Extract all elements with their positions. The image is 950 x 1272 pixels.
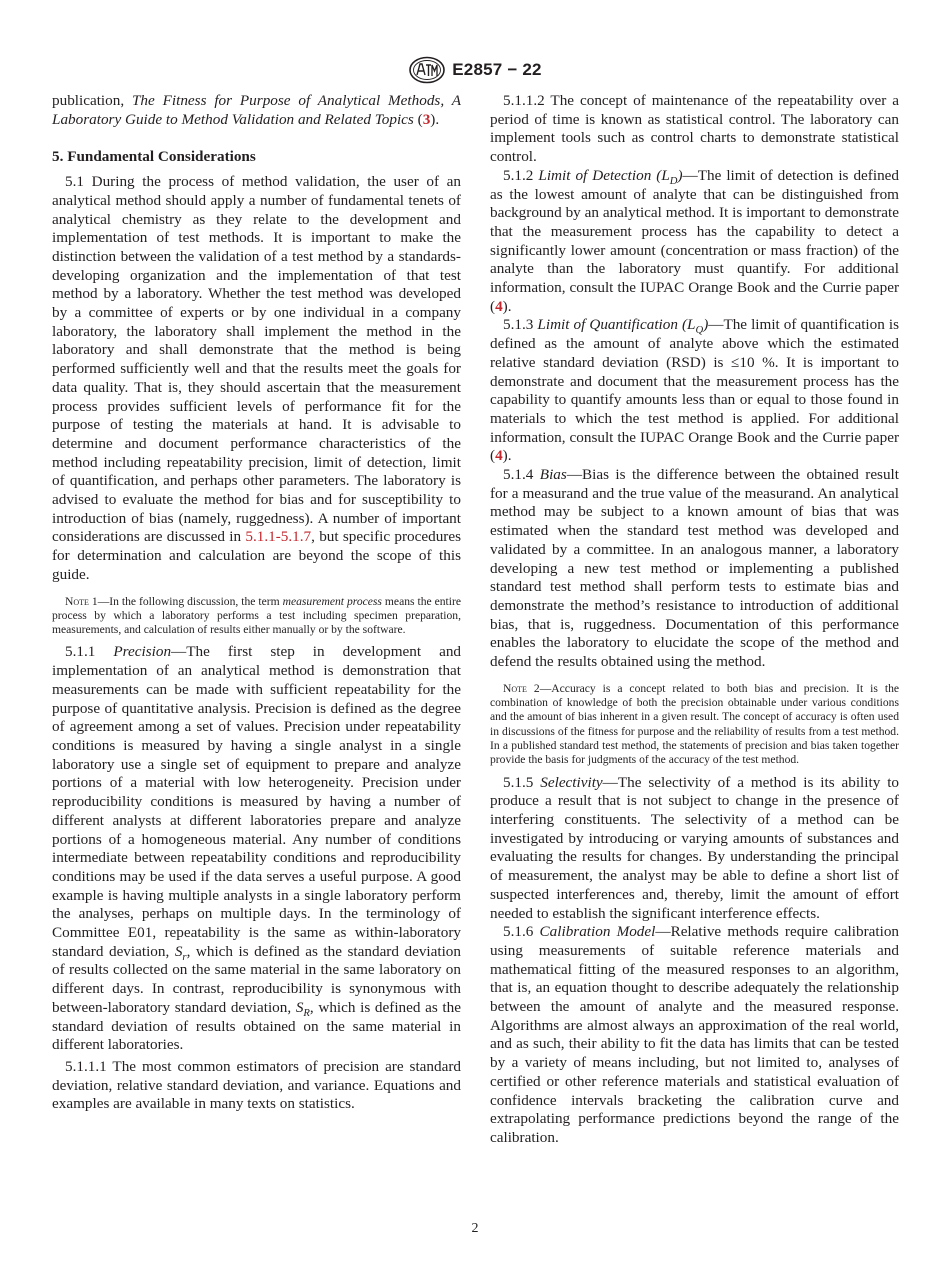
note-2: Note 2—Accuracy is a concept related to both bias and precision. It is the combination of knowledge of both the precision obtainable under various conditions and the amount of bias inherent in a given result. The concept of accuracy is often used in discussions of the fitness for purpose and the reliability of results from a test method. In a published standard test method, the statements of precision and bias taken together provide the basis for judgments of the accuracy of the test method. [490,681,900,767]
page-header [0,55,950,85]
right-column [490,92,899,1148]
reference-link[interactable]: 4 [495,297,503,315]
reference-link[interactable]: 3 [422,110,431,128]
intro-paragraph: publication, The Fitness for Purpose of Analytical Methods, A Laboratory Guide to Method Validation and Related Topics (3). [52,92,461,128]
paragraph-5-1: 5.1 During the process of method validation, the user of an analytical method should apply a number of fundamental tenets of analytical chemistry as they relate to the development and implementation of test methods. It is important to make the distinction between the validation of a test method by a standards-developing organization and the implementation of that test method by a laboratory. Whether the test method was developed by a committee of experts or by one individual in a company laboratory, the laboratory shall implement the method in the laboratory and shall demonstrate that the method is being performed sufficiently well and that the results meet the goals for data quality. That is, they should ascertain that the measurement process provides sufficient levels of performance fit for the purpose of testing the materials at hand. It is advisable to determine and document performance characteristics of the method including repeatability precision, limit of detection, limit of quantification, and perhaps other parameters. The laboratory is advised to evaluate the method for bias and for susceptibility to introduction of bias (namely, ruggedness). A number of important considerations are discussed in 5.1.1-5.1.7, but specific procedures for determination and calculation are beyond the scope of this guide. [52,173,461,583]
paragraph-5-1-1-2: 5.1.1.2 The concept of maintenance of the repeatability over a period of time is known as statistical control. The laboratory can implement tools such as control charts to demonstrate statistical control. [490,92,899,166]
page-number: 2 [471,1221,479,1236]
paragraph-5-1-3: 5.1.3 Limit of Quantification $(L_Q)—The$ limit of quantification is defined as the amount of analyte above which the estimated relative standard deviation (RSD) is ≤10 %. It is important to demonstrate and document that the measurement process has the capability to quantify amounts less than or equal to those found in materials to which the test method is applied. For additional information, consult the IUPAC Orange Book and the Currie paper (4). [490,316,899,465]
paragraph-5-1-1-1: 5.1.1.1 The most common estimators of precision are standard deviation, relative standard deviation, and variance. Equations and examples are available in many texts on statistics. [52,1057,461,1113]
section-heading: 5. Fundamental Considerations [52,148,256,166]
standard-designation: E2857 − 22 [452,60,542,79]
reference-link[interactable]: 4 [495,447,503,465]
paragraph-5-1-5: 5.1.5 Selectivity—The selectivity of a method is its ability to produce a result that is not subject to change in the presence of interfering constituents. The selectivity of a method can be investigated by introducing or varying amounts of substances and evaluating the results for changes. By understanding the principal of measurement, the analyst may be able to define a short list of suspected interferences and, thereby, limit the amount of effort needed to establish the significant interference effects. [490,773,900,922]
astm-logo-icon [408,56,446,84]
note-1: Note 1—In the following discussion, the term measurement process means the entire process by which a laboratory performs a test including specimen preparation, measurements, and calculation of results either manually or by the software. [52,594,461,637]
left-column [52,92,461,1114]
paragraph-5-1-4: 5.1.4 Bias—Bias is the difference between the obtained result for a measurand and the true value of the measurand. An analytical method may be subject to a known amount of bias that was estimated when the standard test method was developed and validated by a committee. In an analogous manner, a laboratory developing a new test method or implementing a published standard test method shall perform tests to estimate bias and demonstrate the method’s resistance to introduction of additional bias, that is, ruggedness. Documentation of this performance enables the laboratory to elucidate the scope of the method and defend the results obtained using the method. [490,466,900,671]
paragraph-5-1-2: 5.1.2 Limit of Detection $(L_D)—The$ limit of detection is defined as the lowest amount of analyte that can be distinguished from background by an analytical method. It is important to demonstrate that the measurement process has the capability to detect a significantly lower amount (concentration or mass fraction) of the analyte than the laboratory must quantify. For additional information, consult the IUPAC Orange Book and the Currie paper (4). [490,166,899,315]
paragraph-5-1-1: 5.1.1 Precision—The first step in development and implementation of an analytical method is demonstration that measurements can be made with sufficient repeatability for the purpose of quantitative analysis. Precision is defined as the degree of agreement among a set of values. Precision under repeatability conditions is measured by having a single analyst in a single laboratory use a single set of equipment to prepare and analyze portions of a material with low heterogeneity. Precision under reproducibility conditions is measured by having a number of different analysts at different laboratories prepare and analyze portions of a homogeneous material. Any number of conditions intermediate between repeatability conditions and reproducibility conditions may be used if the data serves a useful purpose. A good example is having multiple analysts in a single laboratory perform the analyses, perhaps on multiple days. In the terminology of Committee E01, repeatability is the same as within-laboratory standard deviation, $S_r$, which is defined as the standard deviation of results collected on the same material in the same laboratory on different days. In contrast, reproducibility is synonymous with between-laboratory standard deviation, $S_R$, which is defined as the standard deviation of results obtained on the same material in different laboratories. [52,643,462,1054]
section-reference-link[interactable]: 5.1.1-5.1.7 [245,528,312,546]
paragraph-5-1-6: 5.1.6 Calibration Model—Relative methods require calibration using measurements of suitable reference materials and mathematical fitting of the measured responses to an algorithm, that is, an equation thought to describe adequately the relationship between the amount of analyte and the measured response. Algorithms are almost always an approximation of the real world, and as such, their ability to fit the data has limits that can be tested by a variety of means including, but not limited to, analyses of certified or other reference materials and statistical evaluation of confidence intervals bracketing the calibration curve and extrapolating performance predictions beyond the range of the calibration. [490,923,900,1146]
